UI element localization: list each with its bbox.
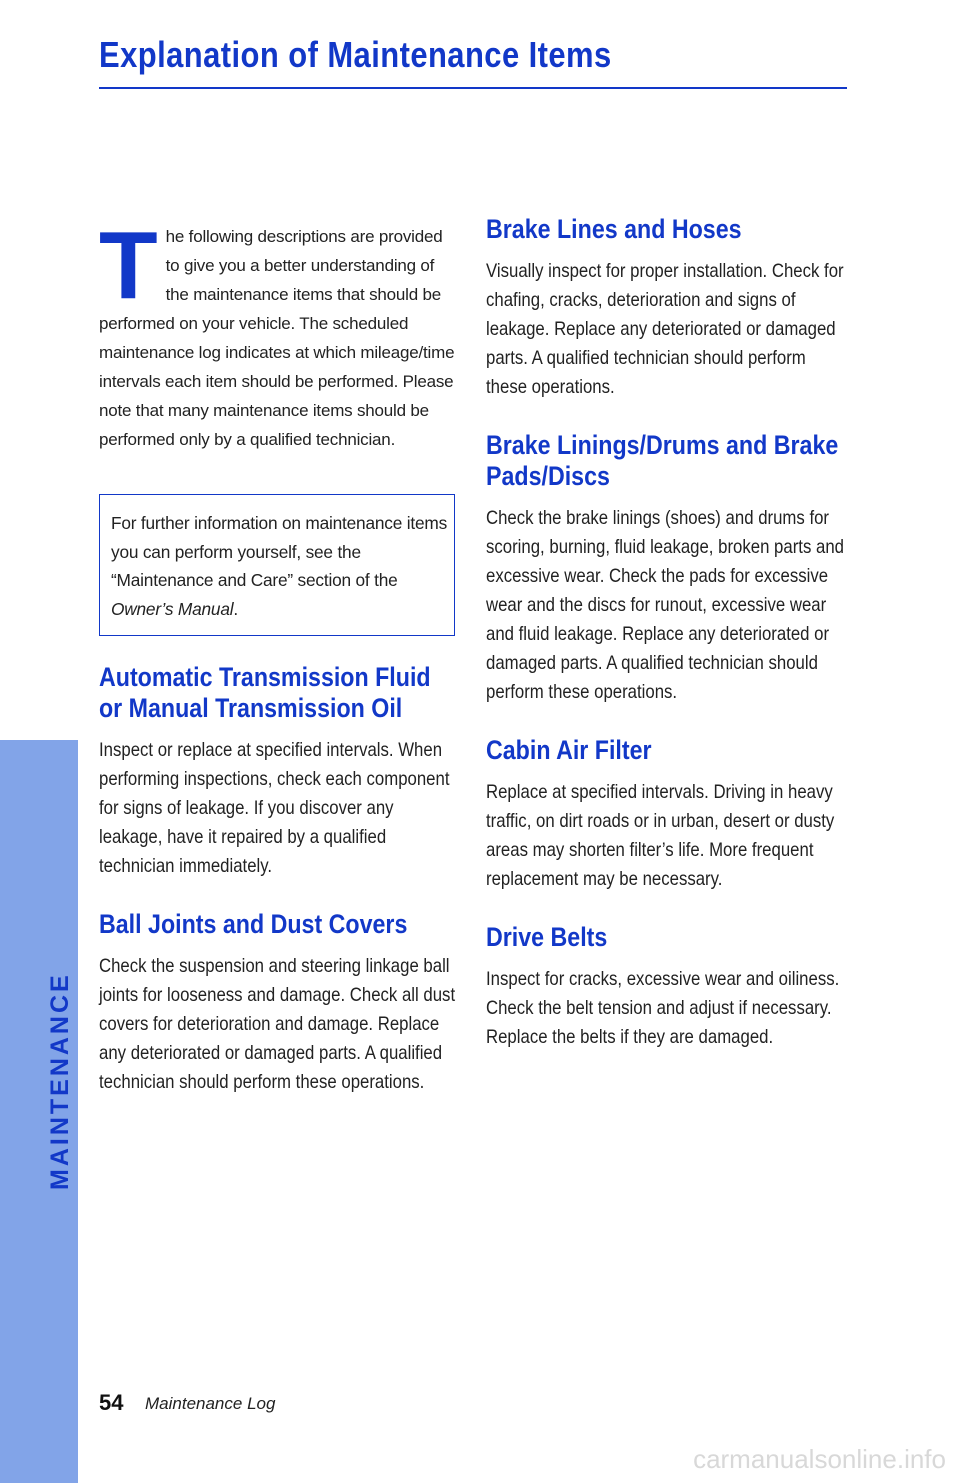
footer-label: Maintenance Log: [145, 1394, 276, 1413]
info-note-box: [99, 494, 455, 636]
section-heading: Cabin Air Filter: [486, 735, 652, 765]
section-brake-linings: [486, 430, 846, 707]
section-body: Replace at specified intervals. Driving in heavy traffic, on dirt roads or in urban, desert or dusty areas may shorten filter’s life. More frequent replacement may be necessary.: [486, 781, 835, 890]
left-column: [99, 212, 457, 1097]
owners-manual-reference: Owner’s Manual: [111, 599, 234, 620]
note-text: For further information on maintenance items you can perform yourself, see the “Maintenance and Care” section of the Owner’s Manual.: [111, 513, 448, 620]
section-brake-lines: [486, 214, 846, 402]
section-heading: Ball Joints and Dust Covers: [99, 909, 408, 939]
right-column: [486, 214, 846, 1052]
watermark: carmanualsonline.info: [693, 1444, 946, 1474]
section-heading: Brake Lines and Hoses: [486, 214, 742, 244]
intro-text: he following descriptions are provided to give you a better understanding of the maintenance items that should be performed on your vehicle. The scheduled maintenance log indicates at which mileage/time intervals each item should be performed. Please note that many maintenance items should be performed only by a qualified technician.: [99, 227, 455, 449]
section-transmission: [99, 662, 457, 881]
section-heading: Brake Linings/Drums and Brake Pads/Discs: [486, 430, 839, 491]
section-body: Inspect for cracks, excessive wear and oiliness. Check the belt tension and adjust if necessary. Replace the belts if they are damaged.: [486, 968, 840, 1048]
drop-cap: T: [99, 212, 158, 319]
title-divider: [99, 87, 847, 89]
section-heading: Drive Belts: [486, 922, 608, 952]
section-body: Inspect or replace at specified intervals. When performing inspections, check each component for signs of leakage. If you discover any leakage, have it repaired by a qualified technician immediately.: [99, 739, 450, 877]
section-ball-joints: [99, 909, 457, 1097]
intro-paragraph: [99, 212, 457, 454]
section-cabin-air-filter: [486, 735, 846, 894]
side-tab-label: MAINTENANCE: [46, 972, 74, 1190]
section-body: Visually inspect for proper installation. Check for chafing, cracks, deterioration and signs of leakage. Replace any deteriorated or damaged parts. A qualified technician should perform these operations.: [486, 260, 844, 398]
page-title: Explanation of Maintenance Items: [99, 34, 612, 75]
section-drive-belts: [486, 922, 846, 1052]
section-body: Check the brake linings (shoes) and drums for scoring, burning, fluid leakage, broken parts and excessive wear. Check the pads for excessive wear and the discs for runout, excessive wear and fluid leakage. Replace any deteriorated or damaged parts. A qualified technician should perform these operations.: [486, 507, 844, 703]
page-number: 54: [99, 1390, 124, 1415]
section-body: Check the suspension and steering linkage ball joints for looseness and damage. Check all dust covers for deterioration and damage. Replace any deteriorated or damaged parts. A qualified technician should perform these operations.: [99, 955, 456, 1093]
section-heading: Automatic Transmission Fluid or Manual Transmission Oil: [99, 662, 431, 723]
